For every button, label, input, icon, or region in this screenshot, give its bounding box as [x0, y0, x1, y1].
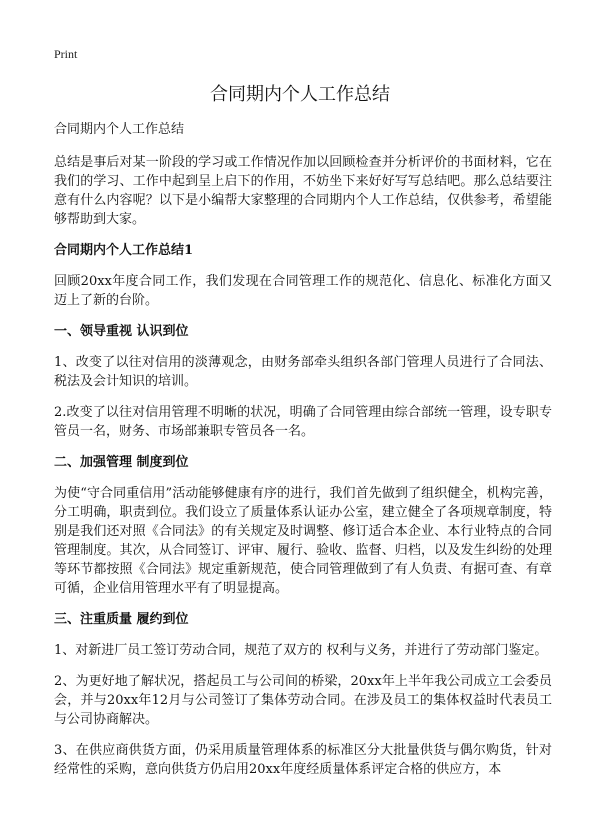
heading-management: 二、加强管理 制度到位 [54, 455, 189, 470]
section-1-intro: 回顾20xx年度合同工作，我们发现在合同管理工作的规范化、信息化、标准化方面又迈上了新的台阶。 [54, 274, 552, 308]
paragraph-1-2: 2.改变了以往对信用管理不明晰的状况，明确了合同管理由综合部统一管理，设专职专管员一名，财务、市场部兼职专管员各一名。 [54, 405, 552, 439]
print-link[interactable]: Print [54, 47, 78, 61]
paragraph-2-1: 为使“守合同重信用”活动能够健康有序的进行，我们首先做到了组织健全，机构完善，分工明确，职责到位。我们设立了质量体系认证办公室，建立健全了各项规章制度，特别是我们还对照《合同法》的有关规定及时调整、修订适合本企业、本行业特点的合同管理制度。其次，从合同签订、评审、履行、验收、监督、归档，以及发生纠纷的处理等环节都按照《合同法》规定重新规范，使合同管理做到了有人负责、有据可查、有章可循，企业信用管理水平有了明显提高。 [54, 486, 552, 596]
document-subtitle: 合同期内个人工作总结 [54, 122, 185, 137]
paragraph-3-3: 3、在供应商供货方面，仍采用质量管理体系的标准区分大批量供货与偶尔购货，针对经常性的采购，意向供货方仍启用20xx年度经质量体系评定合格的供应方，本 [54, 743, 552, 777]
heading-quality: 三、注重质量 履约到位 [54, 612, 189, 627]
heading-leadership: 一、领导重视 认识到位 [54, 324, 189, 339]
section-1-heading: 合同期内个人工作总结1 [54, 243, 194, 258]
intro-paragraph: 总结是事后对某一阶段的学习或工作情况作加以回顾检查并分析评价的书面材料，它在我们的学习、工作中起到呈上启下的作用，不妨坐下来好好写写总结吧。那么总结要注意有什么内容呢？以下是小编帮大家整理的合同期内个人工作总结，仅供参考，希望能够帮助到大家。 [54, 155, 552, 227]
document-title: 合同期内个人工作总结 [210, 84, 390, 105]
paragraph-3-2: 2、为更好地了解状况，搭起员工与公司间的桥梁，20xx年上半年我公司成立工会委员会，并与20xx年12月与公司签订了集体劳动合同。在涉及员工的集体权益时代表员工与公司协商解决。 [54, 674, 552, 727]
paragraph-1-1: 1、改变了以往对信用的淡薄观念，由财务部牵头组织各部门管理人员进行了合同法、税法及会计知识的培训。 [54, 355, 552, 389]
document-body [54, 120, 552, 791]
paragraph-3-1: 1、对新进厂员工签订劳动合同，规范了双方的 权利与义务，并进行了劳动部门鉴定。 [54, 643, 548, 658]
